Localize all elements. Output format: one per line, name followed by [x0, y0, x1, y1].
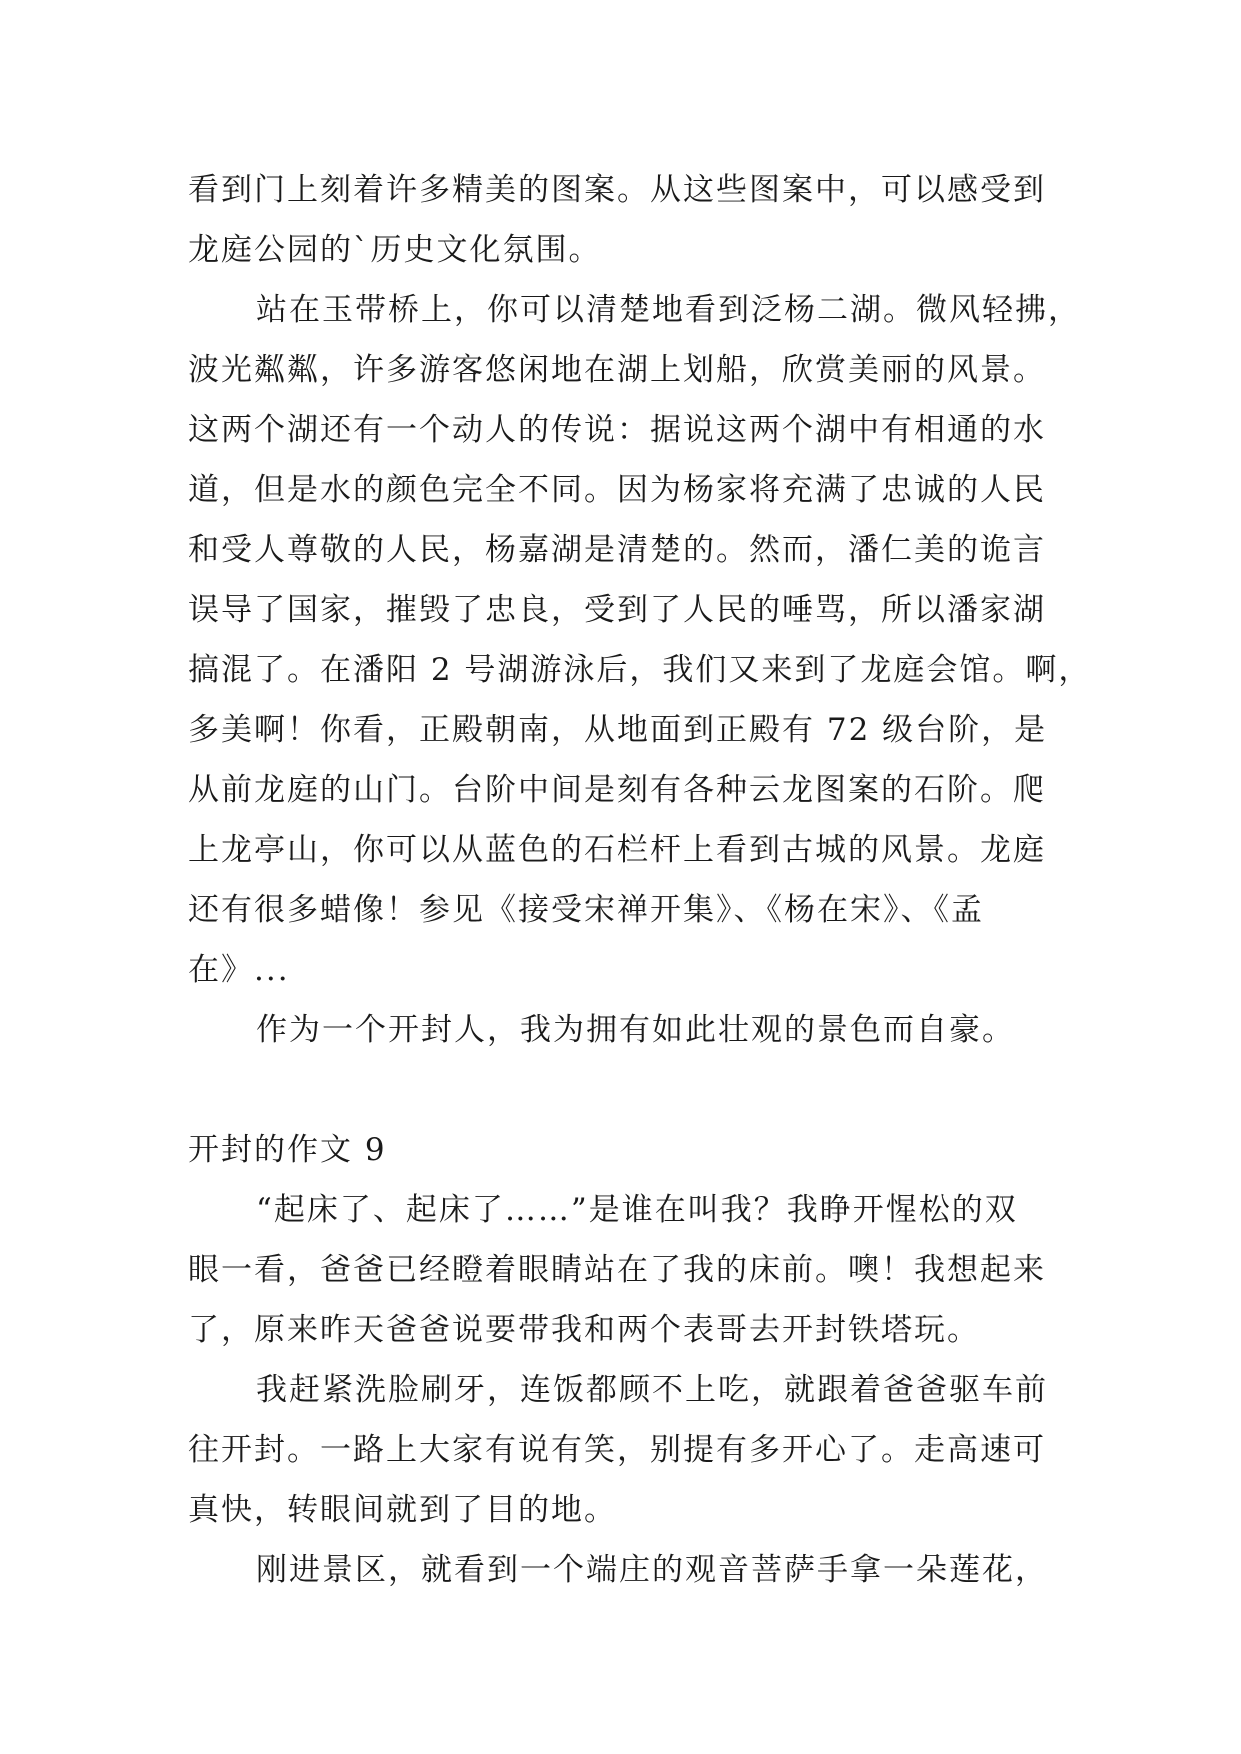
- text-line: 我赶紧洗脸刷牙，连饭都顾不上吃，就跟着爸爸驱车前: [256, 1372, 1048, 1408]
- text-line: 多美啊！你看，正殿朝南，从地面到正殿有 72 级台阶，是: [188, 712, 1048, 748]
- paragraph-jade-belt-bridge: [188, 280, 1092, 1000]
- heading-text: 开封的作文 9: [188, 1132, 387, 1168]
- text-line: 看到门上刻着许多精美的图案。从这些图案中，可以感受到: [188, 172, 1046, 208]
- text-line: 从前龙庭的山门。台阶中间是刻有各种云龙图案的石阶。爬: [188, 772, 1046, 808]
- paragraph-pride: [188, 1000, 1068, 1060]
- text-line: 上龙亭山，你可以从蓝色的石栏杆上看到古城的风景。龙庭: [188, 832, 1046, 868]
- blank-spacer: [188, 1060, 1068, 1120]
- paragraph-continued: [188, 160, 1068, 280]
- text-line: 道，但是水的颜色完全不同。因为杨家将充满了忠诚的人民: [188, 472, 1046, 508]
- text-line: “起床了、起床了……”是谁在叫我？我睁开惺松的双: [256, 1192, 1018, 1228]
- text-line: 往开封。一路上大家有说有笑，别提有多开心了。走高速可: [188, 1432, 1046, 1468]
- text-line: 和受人尊敬的人民，杨嘉湖是清楚的。然而，潘仁美的诡言: [188, 532, 1046, 568]
- text-line: 搞混了。在潘阳 2 号湖游泳后，我们又来到了龙庭会馆。啊，: [188, 652, 1092, 688]
- paragraph-journey: [188, 1360, 1068, 1540]
- text-line: 还有很多蜡像！参见《接受宋禅开集》、《杨在宋》、《孟: [188, 892, 984, 928]
- text-line: 了，原来昨天爸爸说要带我和两个表哥去开封铁塔玩。: [188, 1312, 980, 1348]
- text-line: 真快，转眼间就到了目的地。: [188, 1492, 617, 1528]
- text-line: 这两个湖还有一个动人的传说：据说这两个湖中有相通的水: [188, 412, 1046, 448]
- text-line: 误导了国家，摧毁了忠良，受到了人民的唾骂，所以潘家湖: [188, 592, 1046, 628]
- text-line: 刚进景区，就看到一个端庄的观音菩萨手拿一朵莲花，: [256, 1552, 1048, 1588]
- text-line: 站在玉带桥上，你可以清楚地看到泛杨二湖。微风轻拂，: [256, 292, 1081, 328]
- paragraph-wake-up: [188, 1180, 1068, 1360]
- document-body: [188, 160, 1092, 1600]
- text-line: 眼一看，爸爸已经瞪着眼睛站在了我的床前。噢！我想起来: [188, 1252, 1046, 1288]
- text-line: 龙庭公园的`历史文化氛围。: [188, 232, 602, 268]
- text-line: 在》...: [188, 952, 290, 988]
- text-line: 波光粼粼，许多游客悠闲地在湖上划船，欣赏美丽的风景。: [188, 352, 1046, 388]
- text-line: 作为一个开封人，我为拥有如此壮观的景色而自豪。: [256, 1012, 1015, 1048]
- paragraph-scenic-area: [188, 1540, 1068, 1600]
- section-heading: [188, 1120, 1068, 1180]
